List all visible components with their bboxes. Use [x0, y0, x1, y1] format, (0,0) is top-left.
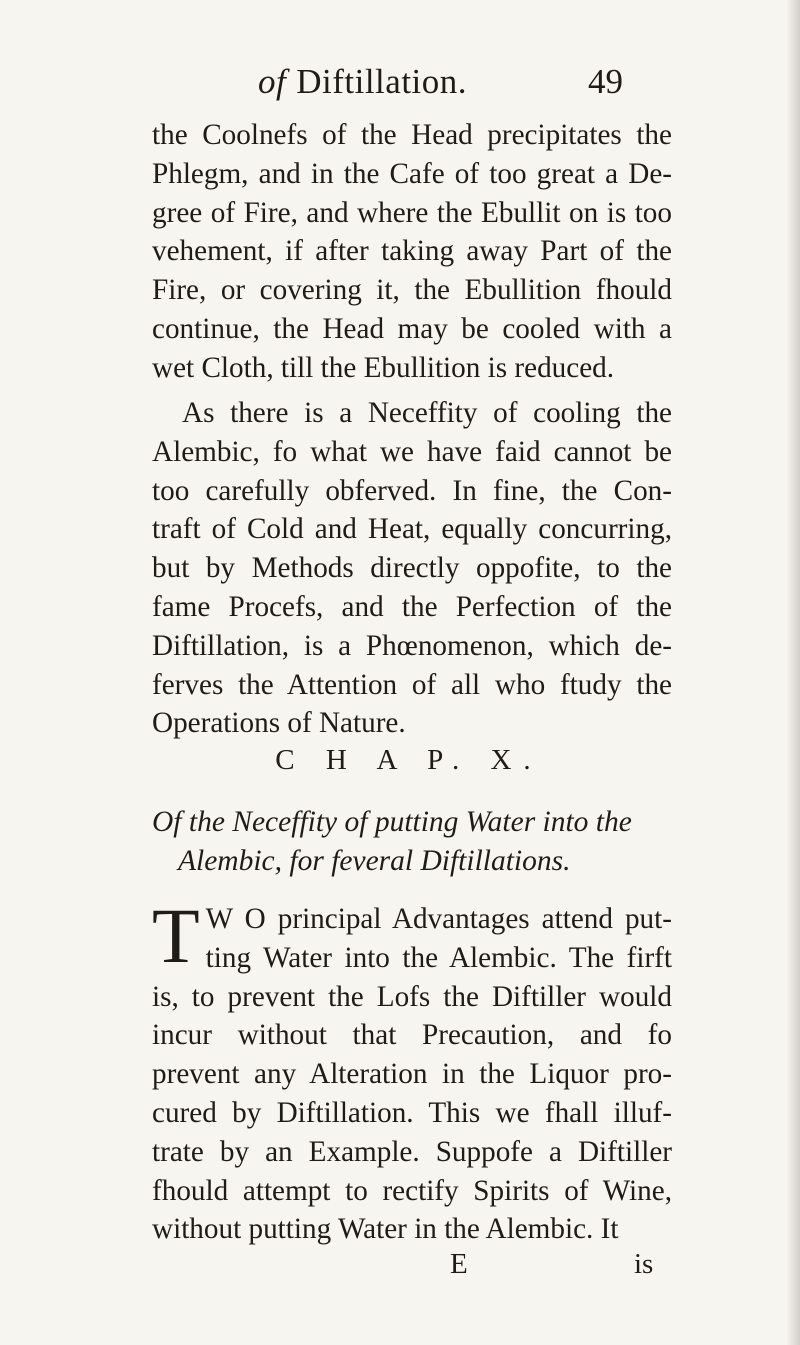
- paragraph-2-text: As there is a Neceffity of cooling the Alembic, fo what we have faid cannot be too carefully obferved. In fine, the Con- traft of Cold and Heat, equally concurring, but by Methods directly oppofite, to the fame Procefs, and the Perfection of the Diftillation, is a Phœnomenon, which de- ferves the Attention of all who ftudy the Operations of Nature.: [152, 397, 672, 740]
- page-edge-shadow: [786, 0, 800, 1345]
- page-footer: [0, 1248, 800, 1288]
- chapter-heading: C H A P. X.: [275, 744, 543, 776]
- chapter-subtitle: [152, 803, 680, 881]
- chapter-subtitle-line-1: Of the Neceffity of putting Water into the: [152, 806, 632, 838]
- page-header: [0, 62, 800, 112]
- paragraph-3-text: W O principal Advantages attend put- ting Water into the Alembic. The firft is, to prevent the Lofs the Diftiller would incur without that Precaution, and fo prevent any Alteration in the Liquor pro- cured by Diftillation. This we fhall illuf- trate by an Example. Suppofe a Diftiller fhould attempt to rectify Spirits of Wine, without putting Water in the Alembic. It: [152, 903, 672, 1246]
- running-head: [258, 62, 467, 102]
- page-number: 49: [588, 62, 623, 101]
- running-head-title: Diftillation.: [296, 62, 468, 101]
- drop-cap: T: [152, 892, 200, 979]
- chapter-subtitle-line-2: Alembic, for feveral Diftillations.: [178, 845, 571, 877]
- signature-mark: E: [450, 1248, 468, 1280]
- paragraph-2-indent: [152, 397, 182, 429]
- paragraph-1: the Coolnefs of the Head precipitates the Phlegm, and in the Cafe of too great a De- gree of Fire, and where the Ebullit on is too vehement, if after taking away Part of the Fire, or covering it, the Ebullition fhould continue, the Head may be cooled with a wet Cloth, till the Ebullition is reduced.: [152, 119, 672, 384]
- running-head-prefix: of: [258, 62, 287, 101]
- catchword: is: [634, 1248, 654, 1280]
- paragraph-3: [152, 892, 672, 1249]
- paragraph-2: [152, 394, 672, 743]
